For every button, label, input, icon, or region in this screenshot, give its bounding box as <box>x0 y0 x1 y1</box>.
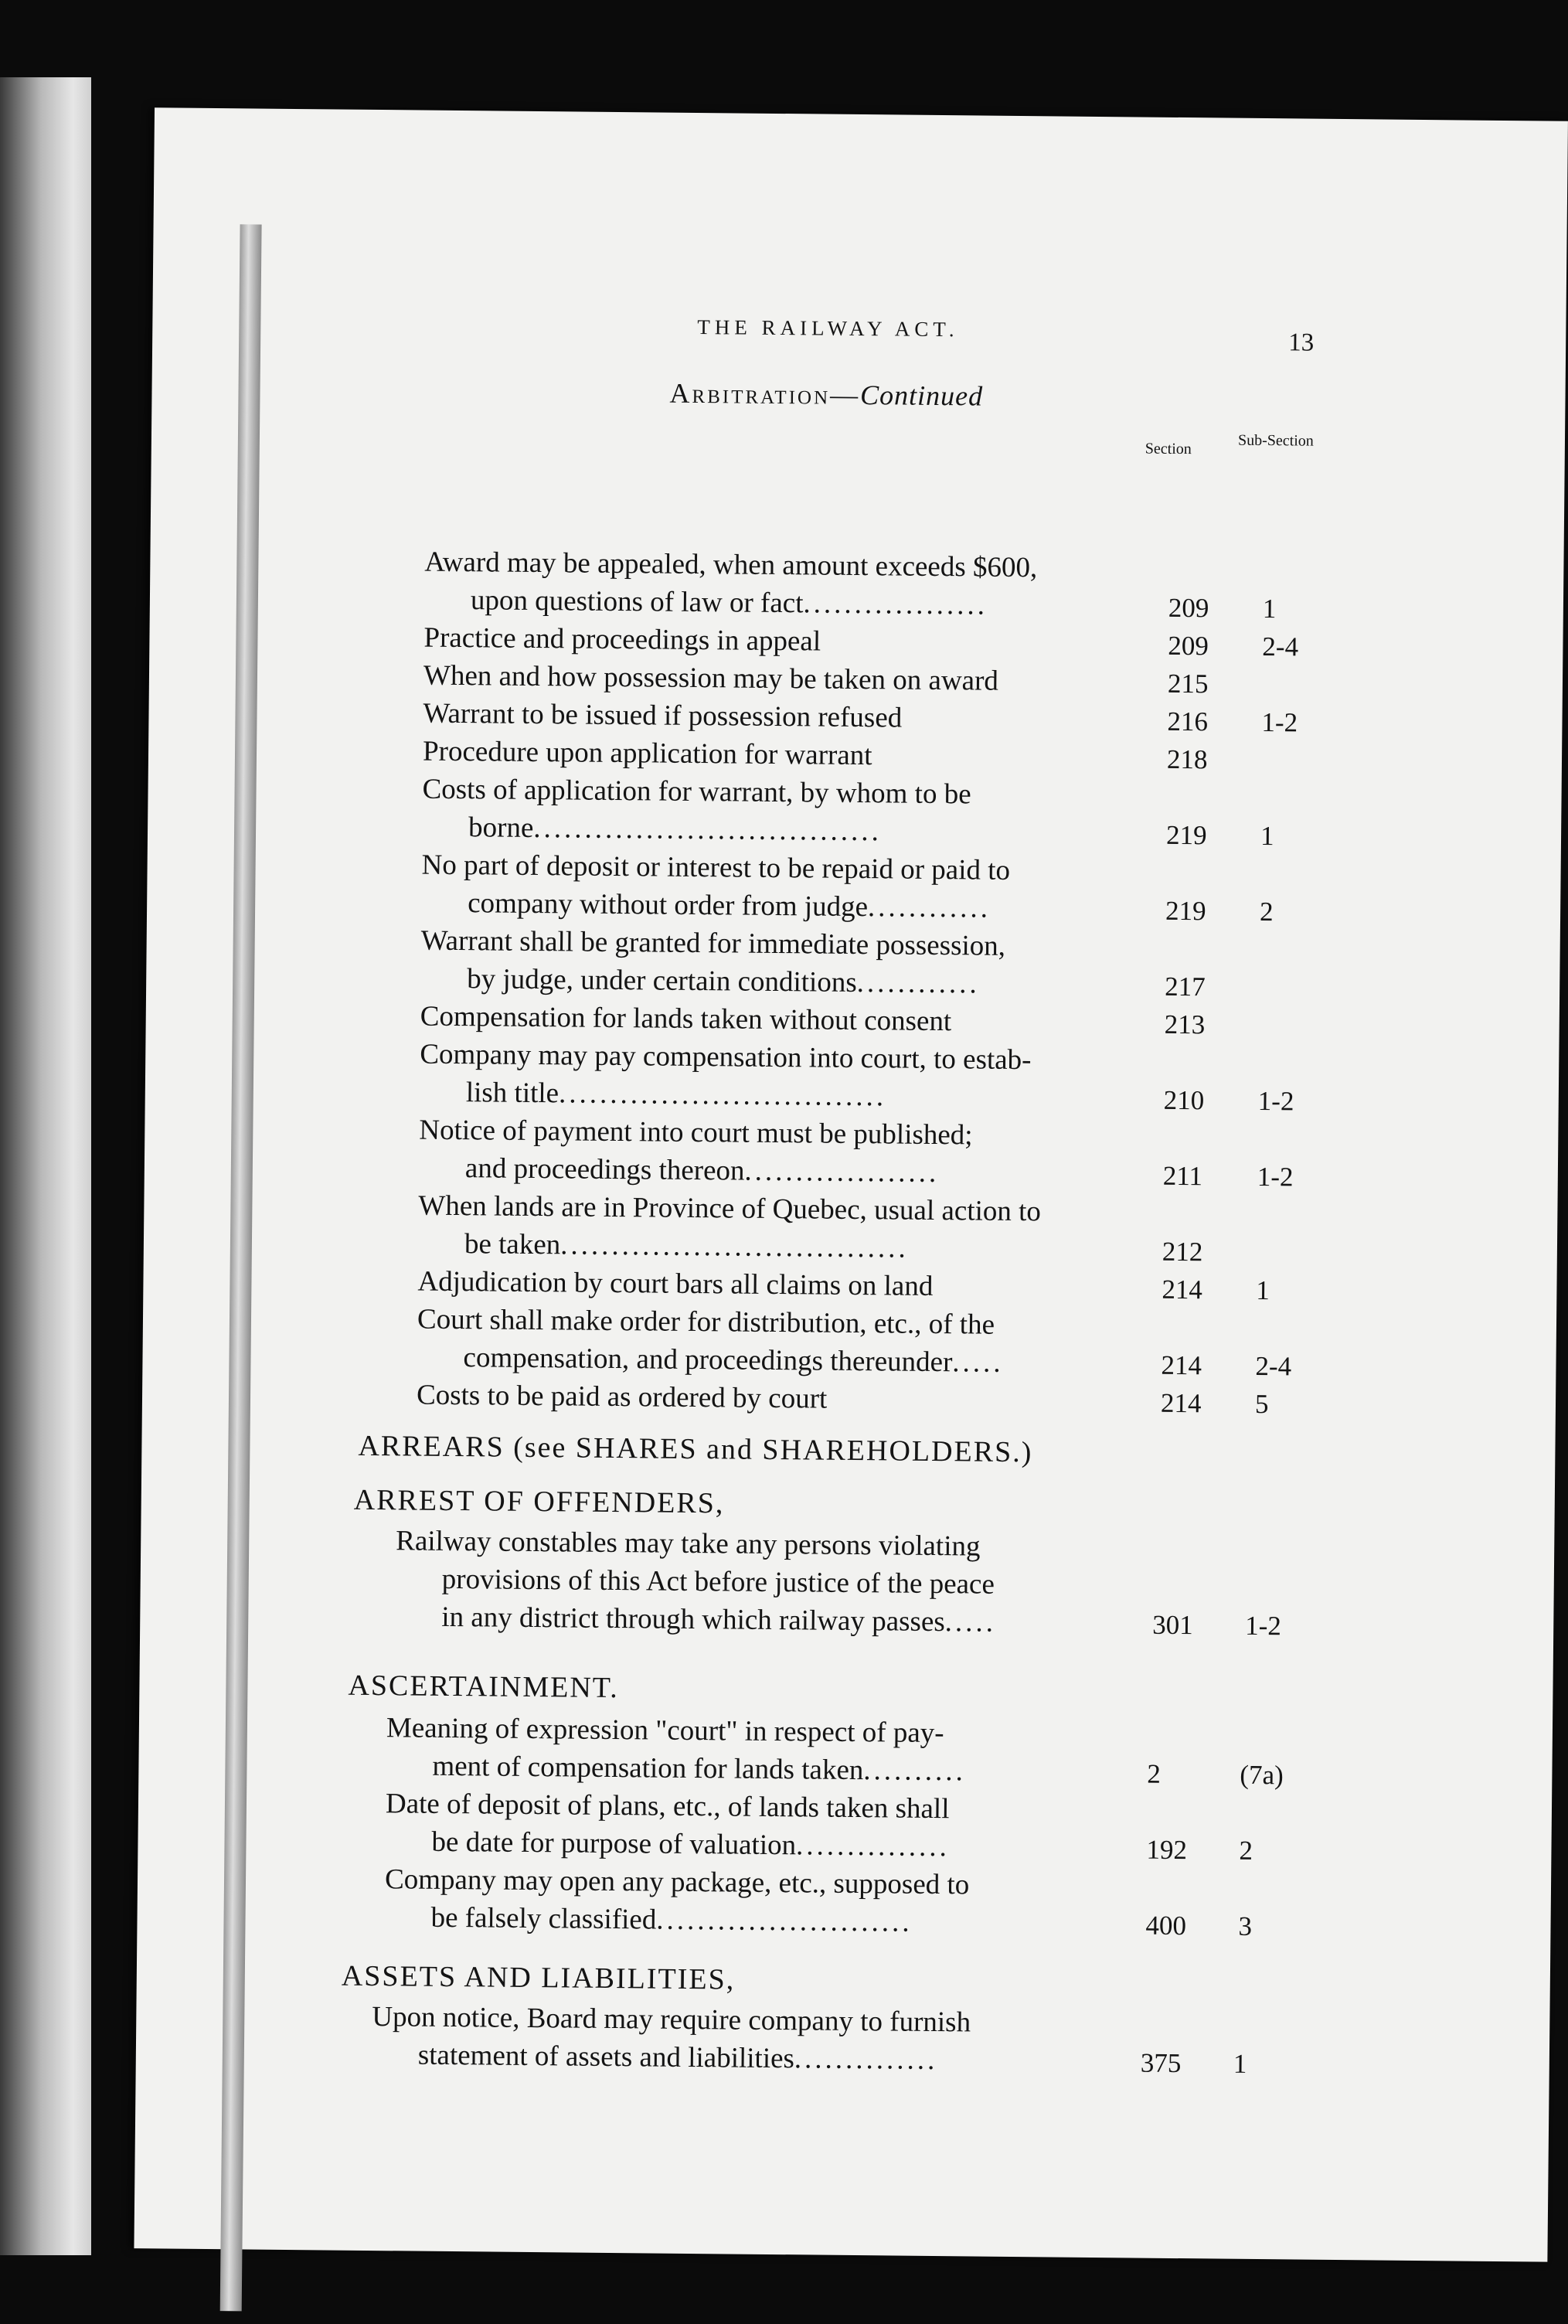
entry-text-continued <box>384 1898 1126 1943</box>
subsection-number: 1 <box>1260 821 1274 852</box>
subsection-number: 2 <box>1239 1835 1253 1866</box>
entry-text: Company may pay compensation into court, to estab- <box>420 1038 1032 1077</box>
section-number: 301 <box>1152 1609 1193 1641</box>
entry-text: Procedure upon application for warrant <box>422 735 872 772</box>
subsection-number: 1-2 <box>1245 1610 1282 1642</box>
ascertainment-entry <box>386 1709 1128 1791</box>
leader-dots: ................... <box>744 1155 940 1189</box>
entry-text: Award may be appealed, when amount exceeds $600, <box>424 546 1038 584</box>
section-number: 400 <box>1145 1910 1187 1941</box>
entry-text: Date of deposit of plans, etc., of lands taken shall <box>385 1788 950 1826</box>
leader-dots: .................. <box>803 587 988 621</box>
leader-dots: ............ <box>856 966 980 1000</box>
section-number: 215 <box>1167 668 1209 699</box>
subsection-number: 2 <box>1259 896 1274 927</box>
section-number: 211 <box>1162 1160 1203 1192</box>
arbitration-entry <box>422 771 1165 853</box>
ascertainment-heading: ASCERTAINMENT. <box>348 1669 619 1705</box>
entry-text-line2: compensation, and proceedings thereunder <box>463 1342 953 1379</box>
entry-text-line2: statement of assets and liabilities <box>417 2039 795 2075</box>
subsection-number: 1-2 <box>1257 1085 1294 1117</box>
section-title <box>669 377 983 413</box>
section-number: 214 <box>1161 1349 1202 1381</box>
section-number: 214 <box>1162 1274 1203 1305</box>
entry-text-line2: be taken <box>464 1228 561 1261</box>
section-number: 218 <box>1166 743 1208 775</box>
section-number: 213 <box>1164 1009 1206 1040</box>
entry-text-continued <box>372 2036 1129 2081</box>
leader-dots: .................................. <box>533 812 883 848</box>
entry-text: Costs to be paid as ordered by court <box>416 1379 828 1415</box>
arbitration-entry <box>417 1376 1158 1421</box>
section-number: 2 <box>1147 1758 1162 1789</box>
entry-text-line3: in any district through which railway passes <box>441 1601 945 1638</box>
entry-text: Company may open any package, etc., supposed to <box>384 1863 970 1901</box>
entry-text-line2: be date for purpose of valuation <box>431 1826 797 1862</box>
section-number: 192 <box>1146 1834 1188 1866</box>
entry-text-line2: be falsely classified <box>430 1901 657 1936</box>
page-number: 13 <box>1288 328 1315 357</box>
entry-text-continued <box>395 1598 1137 1642</box>
arrears-heading: ARREARS (see SHARES and SHAREHOLDERS.) <box>358 1429 1033 1469</box>
subsection-number: 2-4 <box>1262 631 1299 662</box>
entry-text: Warrant to be issued if possession refused <box>423 697 903 734</box>
section-number: 375 <box>1140 2047 1182 2079</box>
section-number: 219 <box>1165 819 1207 851</box>
subsection-number: 1-2 <box>1257 1161 1294 1193</box>
entry-text: Meaning of expression "court" in respect of pay- <box>386 1712 944 1750</box>
entry-text: Notice of payment into court must be published; <box>419 1114 973 1152</box>
leader-dots: ............ <box>867 891 991 924</box>
entry-text-line2: by judge, under certain conditions <box>467 963 857 999</box>
entry-text: Upon notice, Board may require company to furnish <box>372 2001 971 2039</box>
arrest-heading: ARREST OF OFFENDERS, <box>353 1483 725 1520</box>
book-page <box>134 107 1568 2261</box>
arbitration-entry <box>424 543 1167 626</box>
section-number: 217 <box>1165 971 1206 1002</box>
section-number: 209 <box>1168 592 1209 624</box>
arbitration-entry <box>418 1187 1161 1270</box>
entry-text: Costs of application for warrant, by whom to be <box>422 773 971 811</box>
section-number: 214 <box>1160 1387 1202 1419</box>
leader-dots: ..... <box>944 1606 997 1638</box>
section-number: 219 <box>1165 895 1206 927</box>
section-number: 216 <box>1167 706 1209 737</box>
leader-dots: .............. <box>794 2043 938 2077</box>
ascertainment-entry <box>384 1860 1127 1943</box>
entry-text-line2: borne <box>468 812 534 844</box>
entry-text: When and how possession may be taken on award <box>423 659 999 697</box>
entry-text-line2: ment of compensation for lands taken <box>432 1750 864 1787</box>
section-number: 212 <box>1162 1236 1203 1267</box>
entry-text: Warrant shall be granted for immediate possession, <box>420 924 1006 962</box>
section-title-continued: Continued <box>859 379 984 412</box>
ascertainment-entry <box>385 1785 1128 1867</box>
leader-dots: .......... <box>863 1754 967 1788</box>
entry-text: Practice and proceedings in appeal <box>423 621 821 658</box>
entry-text: Railway constables may take any persons violating <box>396 1525 981 1563</box>
entry-text: When lands are in Province of Quebec, usual action to <box>418 1189 1042 1228</box>
arbitration-entry <box>421 846 1164 929</box>
section-number: 209 <box>1168 630 1209 662</box>
subsection-number: 5 <box>1254 1388 1269 1420</box>
leader-dots: .................................. <box>560 1229 909 1264</box>
arbitration-entry <box>419 1111 1162 1194</box>
leader-dots: ......................... <box>656 1904 913 1938</box>
running-head: THE RAILWAY ACT. <box>697 315 959 342</box>
leader-dots: ............... <box>795 1829 951 1863</box>
arbitration-entry <box>417 1301 1159 1383</box>
entry-text: Compensation for lands taken without consent <box>420 1000 952 1038</box>
section-number: 210 <box>1163 1084 1205 1116</box>
book-left-edge <box>0 77 91 2255</box>
entry-text-continued: provisions of this Act before justice of the peace <box>441 1563 995 1601</box>
entry-text: No part of deposit or interest to be repaid or paid to <box>421 849 1011 886</box>
leader-dots: ..... <box>952 1346 1004 1379</box>
entry-text: Court shall make order for distribution, etc., of the <box>417 1303 995 1341</box>
leader-dots: ................................ <box>558 1077 887 1113</box>
assets-heading: ASSETS AND LIABILITIES, <box>341 1959 736 1996</box>
entry-text-line2: and proceedings thereon <box>464 1152 745 1187</box>
subsection-number: 3 <box>1238 1911 1253 1941</box>
arbitration-entry <box>420 922 1163 1005</box>
entry-text-line2: upon questions of law or fact <box>470 584 804 620</box>
subsection-number: 1 <box>1262 594 1277 624</box>
column-head-section: Section <box>1145 440 1192 458</box>
section-title-main: Arbitration— <box>669 377 861 411</box>
subsection-number: 2-4 <box>1255 1350 1292 1382</box>
subsection-number: 1-2 <box>1261 707 1298 738</box>
subsection-number: (7a) <box>1240 1759 1284 1791</box>
subsection-number: 1 <box>1233 2048 1247 2079</box>
arrest-entry <box>395 1522 1138 1642</box>
entry-text-line2: company without order from judge <box>467 887 869 924</box>
column-head-subsection: Sub-Section <box>1237 431 1314 450</box>
assets-entry <box>372 1998 1130 2081</box>
arbitration-entry <box>420 1036 1162 1118</box>
entry-text: Adjudication by court bars all claims on land <box>417 1265 934 1302</box>
entry-text-line2: lish title <box>465 1077 560 1110</box>
subsection-number: 1 <box>1256 1274 1270 1306</box>
